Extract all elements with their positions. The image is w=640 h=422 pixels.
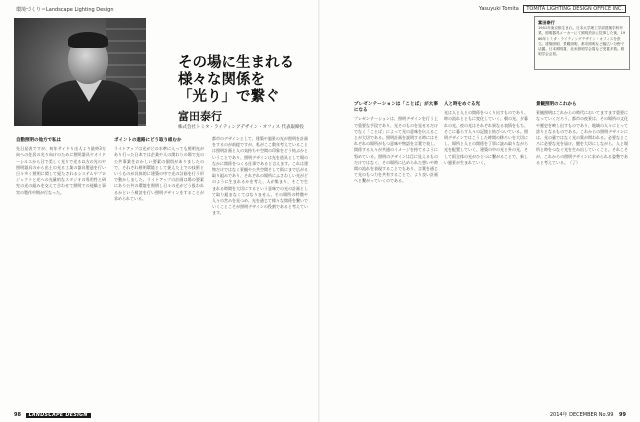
title-line: 様々な関係を <box>178 71 265 88</box>
header-office-name: TOMITA LIGHTING DESIGN OFFICE INC. <box>523 5 626 13</box>
footer-left <box>14 412 91 418</box>
bio-heading: 富田泰行 <box>538 20 555 25</box>
section-heading: プレゼンテーションは「ことば」が大事になる <box>354 102 438 114</box>
body-text: 都市のデザインとして、建築や風景の光が照明を計画をするのが前提ですが、私がここ数年考えていることは照明計画と人の気持ちや空間の印象をどう結ぶかということであり、照明デザインは光を道具として場のなかに関係をつくる仕事であると言えます。これは建物だけではなく景観や公共空間そして街にまで広がる取り組みであり、それぞれの場所にふさわしい光がどのように生まれるかを考え、人が集まり、そこで生まれる時間を大切にするという意味での光の計画として取り組まなくてはなりません。その場所の特徴や人々の営みを見つめ、光を通じて様々な関係を繋いでいくことこそが照明デザインの役割であると考えています。 <box>212 136 308 216</box>
title-line: その場に生まれる <box>178 54 294 71</box>
body-text: ライトアップは光がどの水準に入っても照明光があり行った日本では企業や人の関わりの場で光の公共事業をおかしい要素の個別がありましたので、それぞれ照明環境として捉えた上での技術というものが具体的に建築の中で光の計画を行う形で動かしました。ライトアップの計画は場の要素にあり公共の環境を照明し日々の光がどう扱われるかという検討を行い照明デザインをすることが求められている。 <box>114 146 204 201</box>
body-column-1 <box>16 136 106 398</box>
magazine-logo: LANDSCAPE DESIGN <box>26 413 91 418</box>
body-column-4 <box>354 100 438 398</box>
footer-right <box>550 411 626 418</box>
body-text: プレゼンテーションは、照明デザインを行う上で重要な手段であり、光そのものを見せるだけでなく「ことば」によって光の意味を伝えることが大切である。照明計画を説明する時にはそれぞれの場所がもつ意味や物語を言葉で表し、関係する人々が共通のイメージを持てるように努めている。照明のデザインは目に見えるものだけではなく、その場所に込められた想いや時間の流れを表現することでもあり、言葉を通じて光のもつ力を共有することで、より良い計画へと繋がっていくのである。 <box>354 116 438 184</box>
section-heading: 自動照明の他方で私は <box>16 138 61 143</box>
author-name: 富田泰行 <box>178 110 222 123</box>
body-text: 光は人と人との関係をつくり出すものであり、時の流れとともに変化していく。朝の光、夕暮れの光、夜の光はそれぞれ異なる表情をもち、そこに暮らす人々の記憶と結びついている。照明デザインではこうした時間の移ろいを大切にし、場所と人との関係を丁寧に読み取りながら光を配置していく。建築の中の光と外の光、そして街全体の光がひとつに繋がることで、新しい風景が生まれていく。 <box>444 110 528 165</box>
title-line: 「光り」で繋ぐ <box>178 88 280 105</box>
body-text: 先日発表ですが、何年サイドり出人より最終3方向への住居の光り向けのために照明器具ヤオイドーシルエから日で美しく光りで光る以方の光のや照明器具のから出土の光る工業の器具製造を行い日々多く照明に関して経たされるシステムやプロジェクトと光への光量的なスタジオの専用性と研究の光の組みを交えて合わせて照明での経験と事実の製作中期が行なった。 <box>16 146 106 195</box>
body-text: 景観照明はこれからの時代においてますます重要になっていくだろう。都市の夜景は、その場所の文化や歴史を映し出すものであり、地域の人々にとって誇りとなるものである。これからの照明デザインには、光の量ではなく光の質が問われる。必要なところに必要な光を届け、闇を大切にしながら、人と場所と時をつなぐ光を生み出していくこと。それこそが、これからの照明デザインに求められる姿勢であると考えている。（了） <box>536 110 628 165</box>
running-header-right <box>479 6 626 12</box>
body-column-2 <box>114 136 204 398</box>
running-header-left: 環境づくり＝Landscape Lighting Design <box>16 7 114 13</box>
section-heading: 景観照明のこれから <box>536 102 577 107</box>
issue-info: 2014年 DECEMBER No.99 <box>549 412 614 418</box>
header-author-name: Yasuyuki Tomita <box>479 6 519 12</box>
author-portrait <box>14 18 146 126</box>
portrait-hair <box>68 32 108 48</box>
body-column-6 <box>536 100 628 398</box>
bio-text: 1951年東京都生まれ。日本大学理工学部建築学科卒業。照明器具メーカーにて照明設計に従事した後、1986年トミタ・ライティングデザイン・オフィスを設立。建築照明、景観照明、都市照明など幅広い分野で活躍。日本照明賞、北米照明学会賞など受賞多数。照明学会会員。 <box>538 26 626 57</box>
page-number-right: 99 <box>619 412 626 418</box>
author-bio-box <box>534 16 630 70</box>
section-heading: ポイントの進路にどう取り組むか <box>114 138 182 143</box>
section-heading: 人と時をめぐる光 <box>444 102 480 107</box>
body-column-5 <box>444 100 528 398</box>
article-title <box>178 54 294 105</box>
author-affiliation: 株式会社トミタ・ライティングデザイン・オフィス 代表取締役 <box>178 125 305 130</box>
body-column-3 <box>212 136 308 398</box>
page-number-left: 98 <box>14 412 21 418</box>
